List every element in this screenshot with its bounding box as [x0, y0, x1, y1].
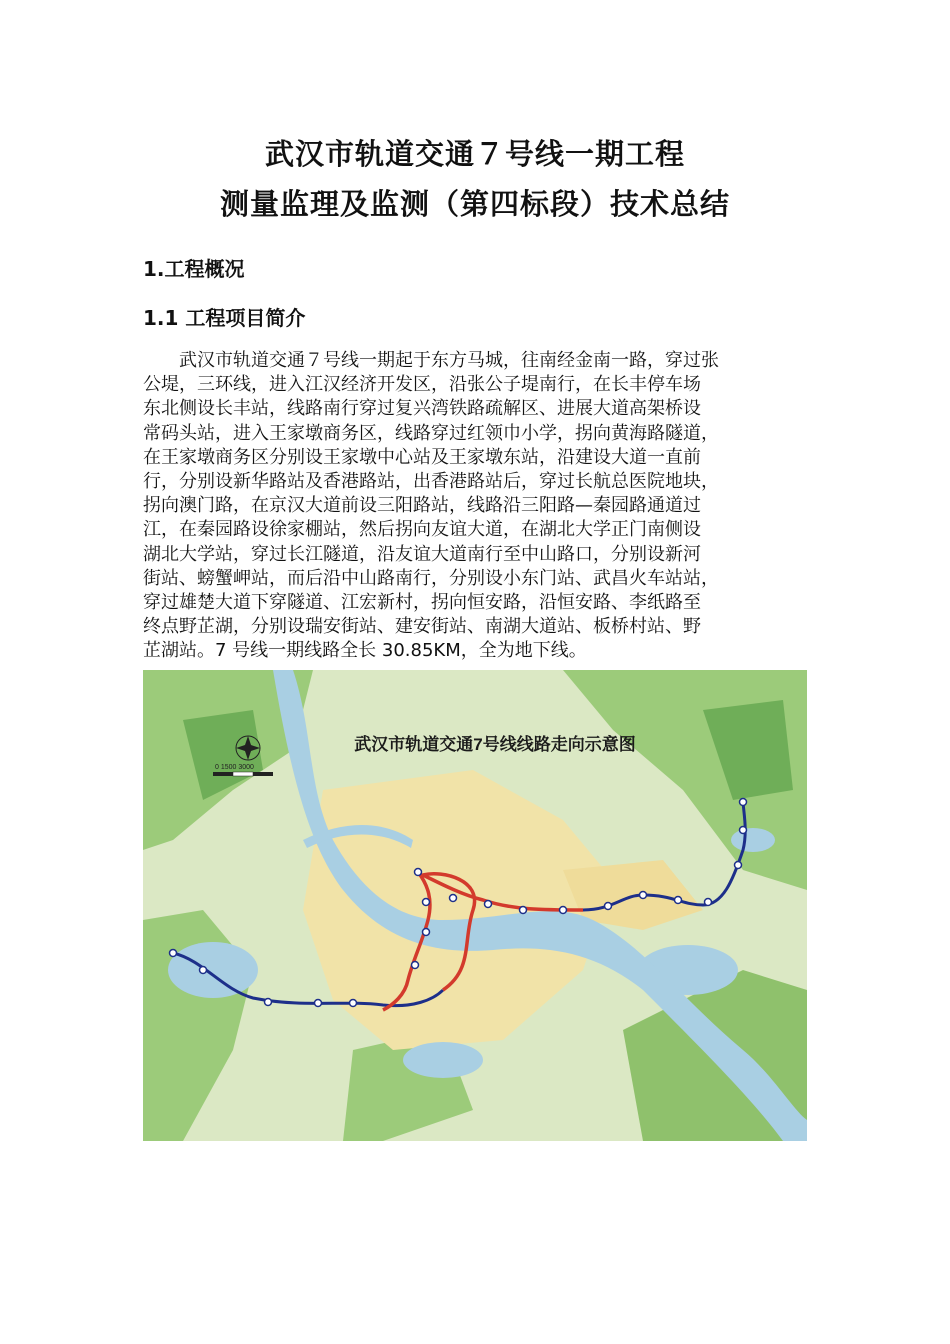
body-line: 常码头站，进入王家墩商务区，线路穿过红领巾小学，拐向黄海路隧道， — [143, 422, 719, 444]
body-paragraph — [143, 349, 815, 664]
body-line: 江，在秦园路设徐家棚站，然后拐向友谊大道，在湖北大学正门南侧设 — [143, 519, 701, 541]
map-lake — [403, 1042, 483, 1078]
body-line: 终点野芷湖，分别设瑞安街站、建安街站、南湖大道站、板桥村站、野 — [143, 616, 701, 638]
document-title-line1: 武汉市轨道交通７号线一期工程 — [264, 137, 685, 171]
body-line: 穿过雄楚大道下穿隧道、江宏新村，拐向恒安路，沿恒安路、李纸路至 — [143, 592, 701, 614]
body-line: 街站、螃蟹岬站，而后沿中山路南行，分别设小东门站、武昌火车站站， — [143, 567, 719, 589]
body-line: 芷湖站。7 号线一期线路全长 30.85KM，全为地下线。 — [143, 640, 587, 662]
map-title: 武汉市轨道交通7号线线路走向示意图 — [354, 735, 636, 754]
scale-label: 0 1500 3000 — [215, 764, 254, 771]
body-line: 行，分别设新华路站及香港路站，出香港路站后，穿过长航总医院地块， — [143, 471, 719, 493]
section-heading: 1.工程概况 — [143, 257, 245, 281]
subsection-heading: 1.1 工程项目简介 — [143, 306, 306, 330]
body-line: 拐向澳门路，在京汉大道前设三阳路站，线路沿三阳路—秦园路通道过 — [143, 495, 701, 517]
map-lake — [168, 942, 258, 998]
body-line: 武汉市轨道交通７号线一期起于东方马城，往南经金南一路，穿过张 — [143, 350, 719, 371]
body-line: 公堤，三环线，进入江汉经济开发区，沿张公子堤南行，在长丰停车场 — [143, 374, 701, 396]
document-title-line2: 测量监理及监测（第四标段）技术总结 — [219, 187, 730, 221]
body-line: 东北侧设长丰站，线路南行穿过复兴湾铁路疏解区、进展大道高架桥设 — [143, 398, 701, 420]
body-line: 湖北大学站，穿过长江隧道，沿友谊大道南行至中山路口，分别设新河 — [143, 543, 701, 565]
compass-icon — [236, 736, 260, 760]
body-line: 在王家墩商务区分别设王家墩中心站及王家墩东站，沿建设大道一直前 — [143, 446, 701, 468]
route-map — [143, 670, 807, 1141]
route-map-figure — [143, 670, 807, 1141]
map-lake — [731, 828, 775, 852]
